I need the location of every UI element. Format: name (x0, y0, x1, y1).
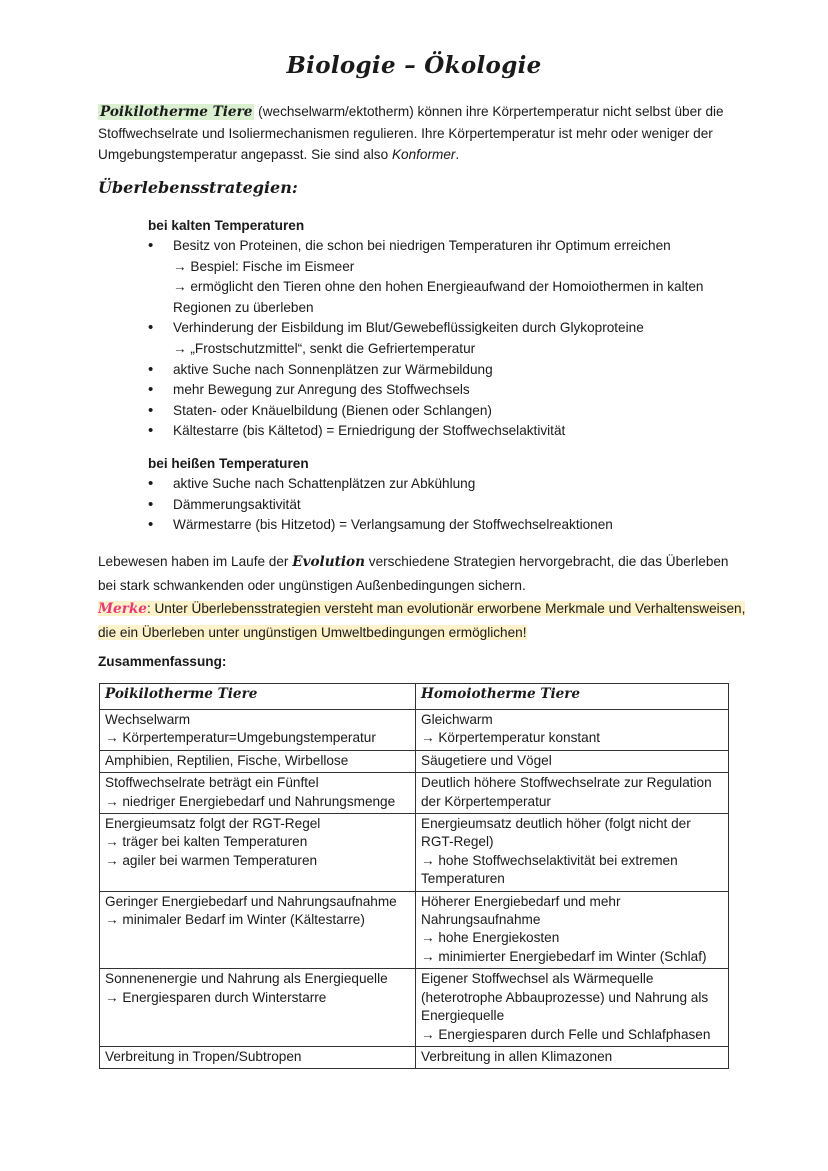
list-item (148, 236, 748, 318)
evolution-paragraph (98, 550, 748, 597)
table-cell-poikilotherm (100, 814, 416, 892)
list-item-text: Verhinderung der Eisbildung im Blut/Gewebeflüssigkeiten durch Glykoproteine (173, 320, 644, 336)
table-cell-homoiotherm (416, 814, 729, 892)
list-item (148, 318, 748, 359)
table-row (100, 710, 729, 751)
table-header-poikilotherm: Poikilotherme Tiere (100, 684, 416, 710)
table-cell-line: → träger bei kalten Temperaturen (105, 834, 308, 850)
table-cell-line: Energieumsatz deutlich höher (folgt nicht der RGT-Regel) (421, 816, 691, 850)
table-row (100, 1046, 729, 1068)
table-cell-line: Höherer Energiebedarf und mehr Nahrungsaufnahme (421, 893, 621, 928)
table-cell-line: → niedriger Energiebedarf und Nahrungsmenge (105, 793, 396, 809)
table-cell-line: Energieumsatz folgt der RGT-Regel (105, 816, 321, 832)
hot-heading: bei heißen Temperaturen (148, 456, 309, 471)
table-header-homoiotherm: Homoiotherme Tiere (416, 684, 729, 710)
list-item: • Wärmestarre (bis Hitzetod) = Verlangsamung der Stoffwechselreaktionen (148, 515, 748, 536)
cold-heading: bei kalten Temperaturen (148, 218, 305, 233)
table-cell-line: Eigener Stoffwechsel als Wärmequelle (heterotrophe Abbauprozesse) und Nahrung als Energiequelle (421, 971, 709, 1024)
table-row (100, 750, 729, 772)
intro-italic: Konformer (391, 147, 456, 162)
merke-paragraph (98, 597, 748, 644)
table-row (100, 814, 729, 892)
list-item: • Staten- oder Knäuelbildung (Bienen oder Schlangen) (148, 401, 748, 422)
table-cell-line: Verbreitung in allen Klimazonen (421, 1048, 613, 1064)
table-cell-line: → minimaler Bedarf im Winter (Kältestarre) (105, 912, 365, 928)
table-cell-poikilotherm (100, 891, 416, 969)
table-cell-line: → Energiesparen durch Felle und Schlafphasen (421, 1026, 711, 1042)
table-cell-line: Stoffwechselrate beträgt ein Fünftel (105, 775, 319, 791)
table-cell-line: Gleichwarm (421, 712, 493, 727)
table-cell-line: → Körpertemperatur=Umgebungstemperatur (105, 730, 376, 746)
table-cell-line: Deutlich höhere Stoffwechselrate zur Regulation der Körpertemperatur (421, 775, 712, 809)
table-cell-poikilotherm (100, 750, 416, 772)
table-cell-homoiotherm (416, 773, 729, 814)
intro-paragraph (98, 101, 748, 165)
table-cell-line: Sonnenenergie und Nahrung als Energiequelle (105, 971, 388, 987)
table-cell-homoiotherm (416, 969, 729, 1047)
table-cell-line: → hohe Stoffwechselaktivität bei extremen Temperaturen (421, 852, 678, 887)
table-cell-homoiotherm (416, 1046, 729, 1068)
table-cell-line: → agiler bei warmen Temperaturen (105, 852, 318, 868)
table-body (100, 710, 729, 1069)
table-header-row (100, 684, 729, 710)
table-cell-homoiotherm (416, 891, 729, 969)
table-row (100, 969, 729, 1047)
table-cell-line: Säugetiere und Vögel (421, 752, 552, 768)
table-cell-poikilotherm (100, 773, 416, 814)
table-cell-homoiotherm (416, 750, 729, 772)
list-item: • aktive Suche nach Sonnenplätzen zur Wärmebildung (148, 360, 748, 381)
list-item: • Kältestarre (bis Kältetod) = Erniedrigung der Stoffwechselaktivität (148, 421, 748, 442)
table-cell-poikilotherm (100, 969, 416, 1047)
table-cell-poikilotherm (100, 710, 416, 751)
table-cell-line: → Körpertemperatur konstant (421, 730, 601, 746)
table-row (100, 773, 729, 814)
list-item: • mehr Bewegung zur Anregung des Stoffwechsels (148, 380, 748, 401)
table-cell-line: → minimierter Energiebedarf im Winter (Schlaf) (421, 948, 707, 964)
merke-text: : Unter Überlebensstrategien versteht man evolutionär erworbene Merkmale und Verhaltensweisen, die ein Überleben unter ungünstigen Umweltbedingungen ermöglichen! (98, 601, 746, 640)
cold-list (148, 236, 748, 442)
hot-list (148, 474, 748, 536)
table-cell-line: Geringer Energiebedarf und Nahrungsaufnahme (105, 893, 397, 909)
list-item: • aktive Suche nach Schattenplätzen zur Abkühlung (148, 474, 748, 495)
table-cell-poikilotherm (100, 1046, 416, 1068)
list-subitem: → „Frostschutzmittel“, senkt die Gefriertemperatur (173, 339, 748, 360)
page-title: Biologie – Ökologie (286, 52, 542, 79)
table-row (100, 891, 729, 969)
table-cell-line: Wechselwarm (105, 712, 191, 727)
intro-text-2: . (455, 147, 460, 162)
table-cell-line: Amphibien, Reptilien, Fische, Wirbellose (105, 752, 349, 768)
intro-term: Poikilotherme Tiere (100, 104, 253, 120)
intro-text-1: (wechselwarm/ektotherm) können ihre Körpertemperatur nicht selbst über die Stoffwechselrate und Isoliermechanismen regulieren. Ihre Körpertemperatur ist mehr oder weniger der Umgebungstemperatur angepasst. Sie sind also (98, 104, 724, 162)
list-subitem: → ermöglicht den Tieren ohne den hohen Energieaufwand der Homoiothermen in kalten Regionen zu überleben (173, 277, 748, 318)
merke-label: Merke (98, 601, 147, 617)
list-subitem: → Bespiel: Fische im Eismeer (173, 257, 748, 278)
table-cell-homoiotherm (416, 710, 729, 751)
evolution-text-1: Lebewesen haben im Laufe der (98, 554, 293, 569)
table-cell-line: Verbreitung in Tropen/Subtropen (105, 1048, 302, 1064)
table-cell-line: → Energiesparen durch Winterstarre (105, 989, 327, 1005)
evolution-term: Evolution (292, 554, 366, 570)
list-item-text: Besitz von Proteinen, die schon bei niedrigen Temperaturen ihr Optimum erreichen (173, 238, 671, 253)
evolution-text-2: verschiedene Strategien hervorgebracht, die das Überleben bei stark schwankenden oder ungünstigen Außenbedingungen sichern. (98, 554, 729, 593)
list-item: • Dämmerungsaktivität (148, 495, 748, 516)
summary-table (99, 683, 729, 1069)
strategies-heading: Überlebensstrategien: (98, 178, 298, 197)
table-cell-line: → hohe Energiekosten (421, 930, 560, 946)
summary-label: Zusammenfassung: (98, 654, 227, 669)
